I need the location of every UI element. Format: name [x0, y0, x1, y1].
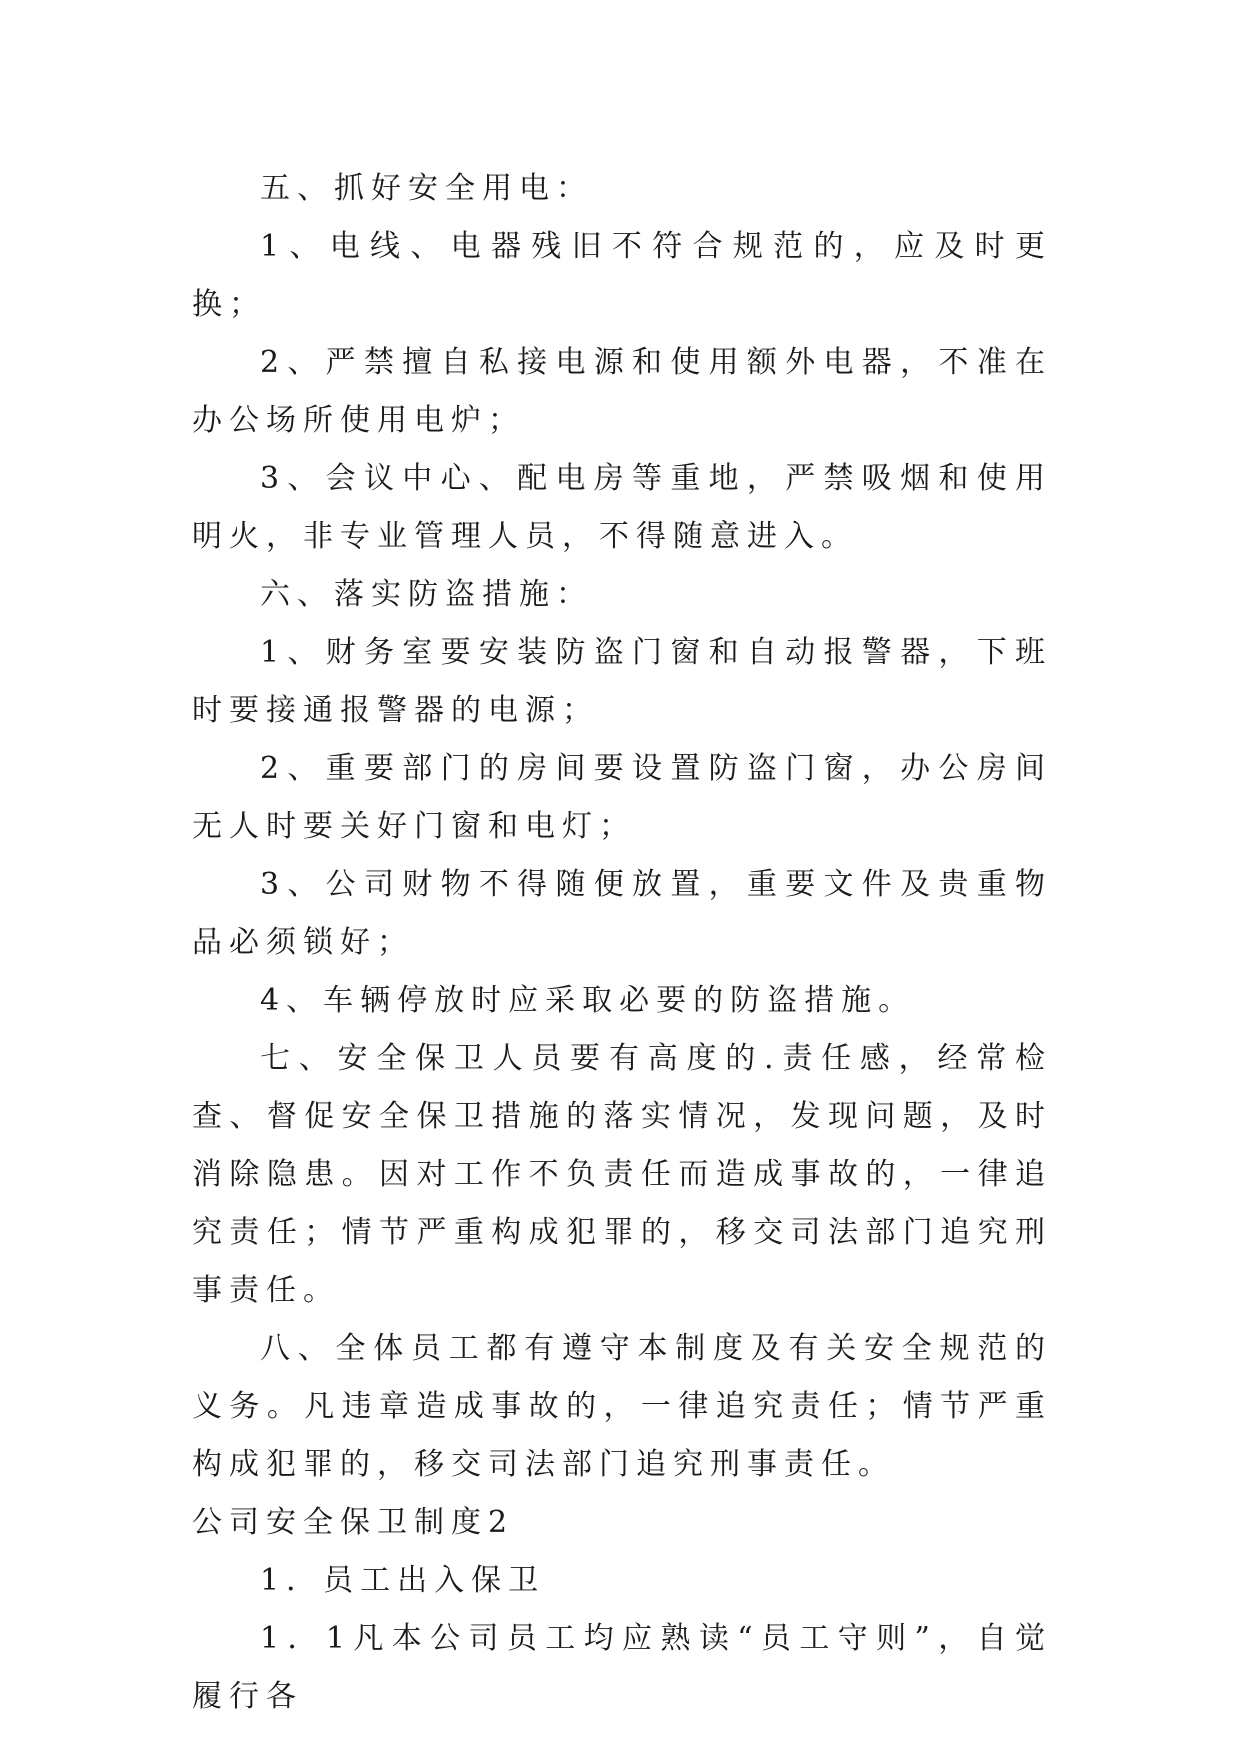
- document-body: [192, 160, 1052, 1726]
- section-heading-anti-theft: 六、落实防盗措施：: [260, 577, 593, 612]
- paragraph-item: 1．1凡本公司员工均应熟读“员工守则”，自觉履行各: [192, 1621, 1052, 1714]
- section-heading-electricity: 五、抓好安全用电：: [260, 171, 593, 206]
- paragraph-item: 3、会议中心、配电房等重地，严禁吸烟和使用明火，非专业管理人员，不得随意进入。: [192, 461, 1052, 554]
- paragraph-item: 4、车辆停放时应采取必要的防盗措施。: [260, 983, 916, 1018]
- paragraph-item: 2、严禁擅自私接电源和使用额外电器，不准在办公场所使用电炉；: [192, 345, 1052, 438]
- section-paragraph-seven: 七、安全保卫人员要有高度的.责任感，经常检查、督促安全保卫措施的落实情况，发现问题，及时消除隐患。因对工作不负责任而造成事故的，一律追究责任；情节严重构成犯罪的，移交司法部门追究刑事责任。: [192, 1041, 1052, 1308]
- document-title: 公司安全保卫制度2: [192, 1505, 515, 1540]
- section-heading-staff-access: 1．员工出入保卫: [260, 1563, 546, 1598]
- paragraph-item: 1、电线、电器残旧不符合规范的，应及时更换；: [192, 229, 1052, 322]
- section-paragraph-eight: 八、全体员工都有遵守本制度及有关安全规范的义务。凡违章造成事故的，一律追究责任；情节严重构成犯罪的，移交司法部门追究刑事责任。: [192, 1331, 1052, 1482]
- paragraph-item: 1、财务室要安装防盗门窗和自动报警器，下班时要接通报警器的电源；: [192, 635, 1052, 728]
- paragraph-item: 2、重要部门的房间要设置防盗门窗，办公房间无人时要关好门窗和电灯；: [192, 751, 1052, 844]
- paragraph-item: 3、公司财物不得随便放置，重要文件及贵重物品必须锁好；: [192, 867, 1052, 960]
